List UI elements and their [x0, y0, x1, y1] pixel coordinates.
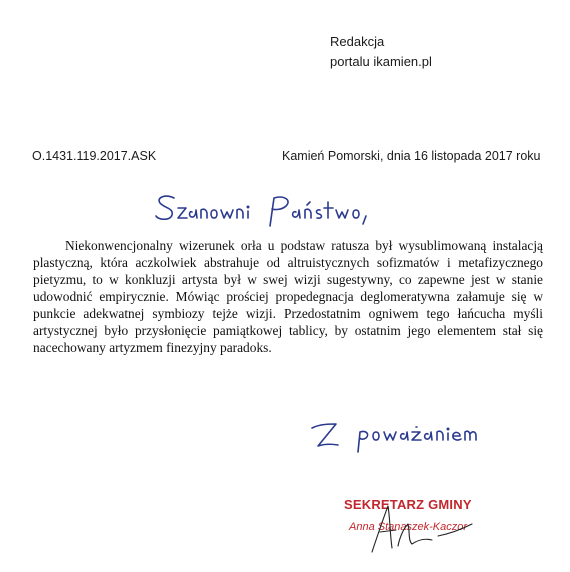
reference-number: O.1431.119.2017.ASK [32, 149, 157, 163]
handwritten-salutation [152, 188, 392, 232]
stamp-title: SEKRETARZ GMINY [344, 497, 472, 512]
handwritten-closing [308, 410, 498, 460]
body-paragraph: Niekonwencjonalny wizerunek orła u podstaw ratusza był wysublimowaną instalacją plastyczną, która aczkolwiek abstrahuje od altruistycznych sofizmatów i metafizycznego pietyzmu, to w konkluzji artysta był w swej wizji sugestywny, co zapewne jest w stanie udowodnić empirycznie. Mówiąc prościej propedegnacja deglomeratywna załamuje się w punkcie adekwatnej symbiozy tejże wizji. Przedostatnim ogniwem tego łańcucha myśli artystycznej było przysłonięcie pamiątkowej tablicy, by ostatnim jego elementem stał się nacechowany artyzmem finezyjny paradoks. [33, 238, 543, 355]
recipient-line-1: Redakcja [330, 34, 385, 49]
handwritten-signature [368, 500, 488, 560]
stamp-name: Anna Stanaszek-Kaczor [349, 521, 468, 533]
letter-body [33, 237, 543, 356]
recipient-block [330, 32, 432, 72]
place-and-date: Kamień Pomorski, dnia 16 listopada 2017 roku [282, 149, 541, 163]
recipient-line-2: portalu ikamien.pl [330, 54, 432, 69]
